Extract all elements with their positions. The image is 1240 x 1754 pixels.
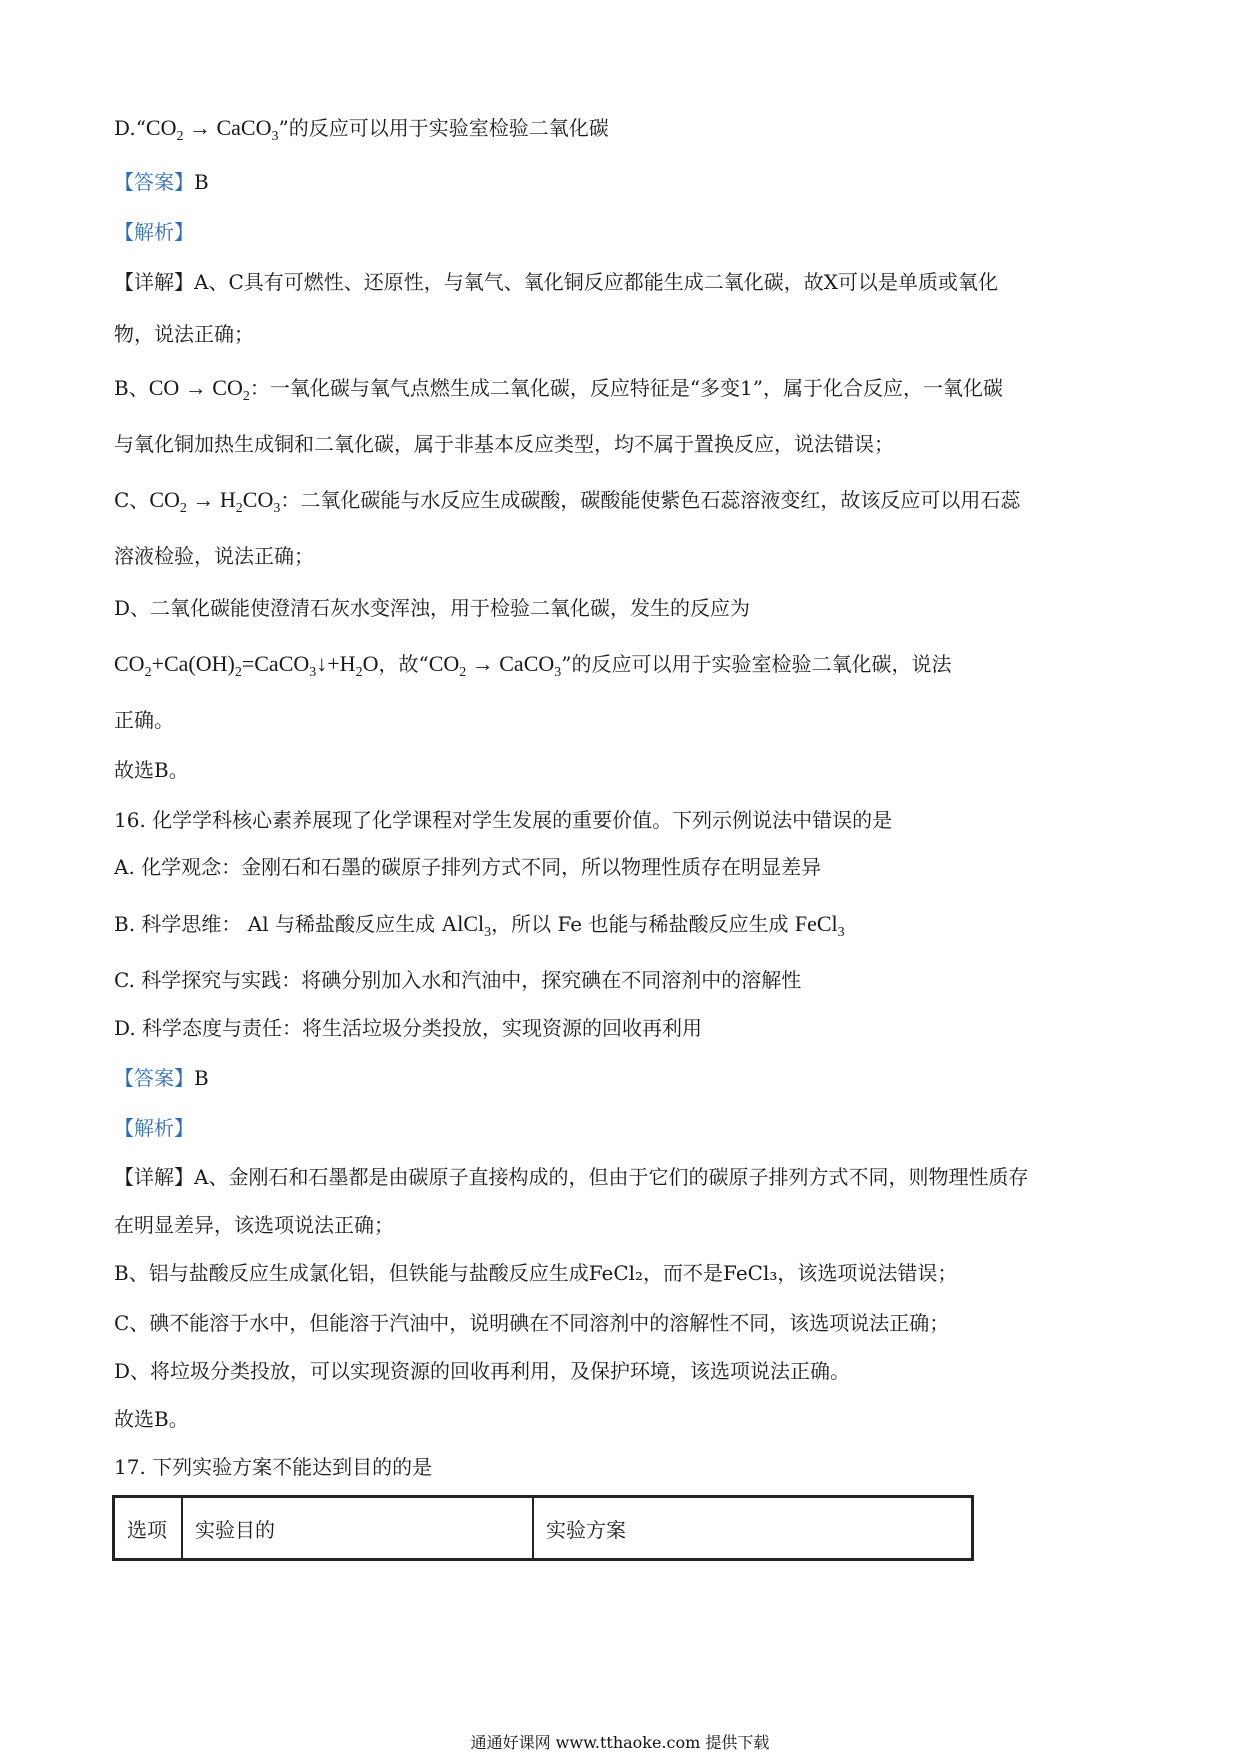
q15-conclusion: 故选B。 <box>114 758 189 782</box>
q16-analysis-tag: 【解析】 <box>114 1116 194 1140</box>
answer-tag: 【答案】 <box>114 170 194 194</box>
table-header-cell: 实验方案 <box>533 1497 973 1560</box>
q15-option-d: $D.“CO_2$ → CaCO$_3$”的反应可以用于实验室检验二氧化碳 <box>114 115 609 144</box>
answer-value: B <box>194 1066 209 1090</box>
q15-detail-d-line3: 正确。 <box>114 708 174 732</box>
q16-detail-d: D、将垃圾分类投放，可以实现资源的回收再利用，及保护环境，该选项说法正确。 <box>114 1359 851 1383</box>
q15-detail-a-line2: 物，说法正确； <box>114 322 254 346</box>
q16-answer <box>114 1064 209 1092</box>
q15-detail-c-line2: 溶液检验，说法正确； <box>114 544 314 568</box>
table-header-row <box>114 1497 973 1560</box>
q15-detail-c-line1: C、$CO_2 \to H_2CO_3$：二氧化碳能与水反应生成碳酸，碳酸能使紫色石蕊溶液变红，故该反应可以用石蕊 <box>114 487 1021 516</box>
q16-option-b: B. 科学思维： Al 与稀盐酸反应生成 AlCl$_3$，所以 Fe 也能与稀盐酸反应生成 FeCl$_3$ <box>114 911 845 940</box>
q16-detail-c: C、碘不能溶于水中，但能溶于汽油中，说明碘在不同溶剂中的溶解性不同，该选项说法正确； <box>114 1311 950 1335</box>
reaction-equation: $CO_2+Ca(OH)_2=CaCO_3↓+H_2O$ <box>114 651 379 680</box>
q16-option-a: A. 化学观念：金刚石和石墨的碳原子排列方式不同，所以物理性质存在明显差异 <box>114 855 822 879</box>
q16-detail-a-line2: 在明显差异，该选项说法正确； <box>114 1213 394 1237</box>
q15-detail-d-line1: D、二氧化碳能使澄清石灰水变浑浊，用于检验二氧化碳，发生的反应为 <box>114 596 751 620</box>
q16-detail-b: B、铝与盐酸反应生成氯化铝，但铁能与盐酸反应生成FeCl₂，而不是FeCl₃，该选项说法错误； <box>114 1261 958 1285</box>
q15-detail-b-line1: B、CO → $CO_2$：一氧化碳与氧气点燃生成二氧化碳，反应特征是“多变1”，属于化合反应，一氧化碳 <box>114 375 1004 404</box>
footer-watermark: 通通好课网 www.tthaoke.com 提供下载 <box>470 1733 770 1752</box>
table-header-cell: 选项 <box>114 1497 183 1560</box>
q17-stem: 17. 下列实验方案不能达到目的的是 <box>114 1455 433 1479</box>
q15-answer <box>114 168 209 196</box>
q16-option-d: D. 科学态度与责任：将生活垃圾分类投放，实现资源的回收再利用 <box>114 1016 703 1040</box>
q15-detail-d-line2: $CO_2+Ca(OH)_2=CaCO_3↓+H_2O$，故“$CO_2$ → CaCO$_3$”的反应可以用于实验室检验二氧化碳，说法 <box>114 651 952 680</box>
table-header-cell: 实验目的 <box>182 1497 533 1560</box>
q16-stem: 16. 化学学科核心素养展现了化学课程对学生发展的重要价值。下列示例说法中错误的是 <box>114 808 893 832</box>
q15-detail-b-line2: 与氧化铜加热生成铜和二氧化碳，属于非基本反应类型，均不属于置换反应，说法错误； <box>114 432 894 456</box>
q17-options-table <box>112 1495 974 1561</box>
answer-value: B <box>194 170 209 194</box>
q16-detail-a-line1: 【详解】A、金刚石和石墨都是由碳原子直接构成的，但由于它们的碳原子排列方式不同，则物理性质存 <box>114 1165 1029 1189</box>
q16-conclusion: 故选B。 <box>114 1407 189 1431</box>
answer-tag: 【答案】 <box>114 1066 194 1090</box>
q15-analysis-tag: 【解析】 <box>114 220 194 244</box>
q15-detail-a-line1: 【详解】A、C具有可燃性、还原性，与氧气、氧化铜反应都能生成二氧化碳，故X可以是单质或氧化 <box>114 270 998 294</box>
q16-option-c: C. 科学探究与实践：将碘分别加入水和汽油中，探究碘在不同溶剂中的溶解性 <box>114 968 802 992</box>
